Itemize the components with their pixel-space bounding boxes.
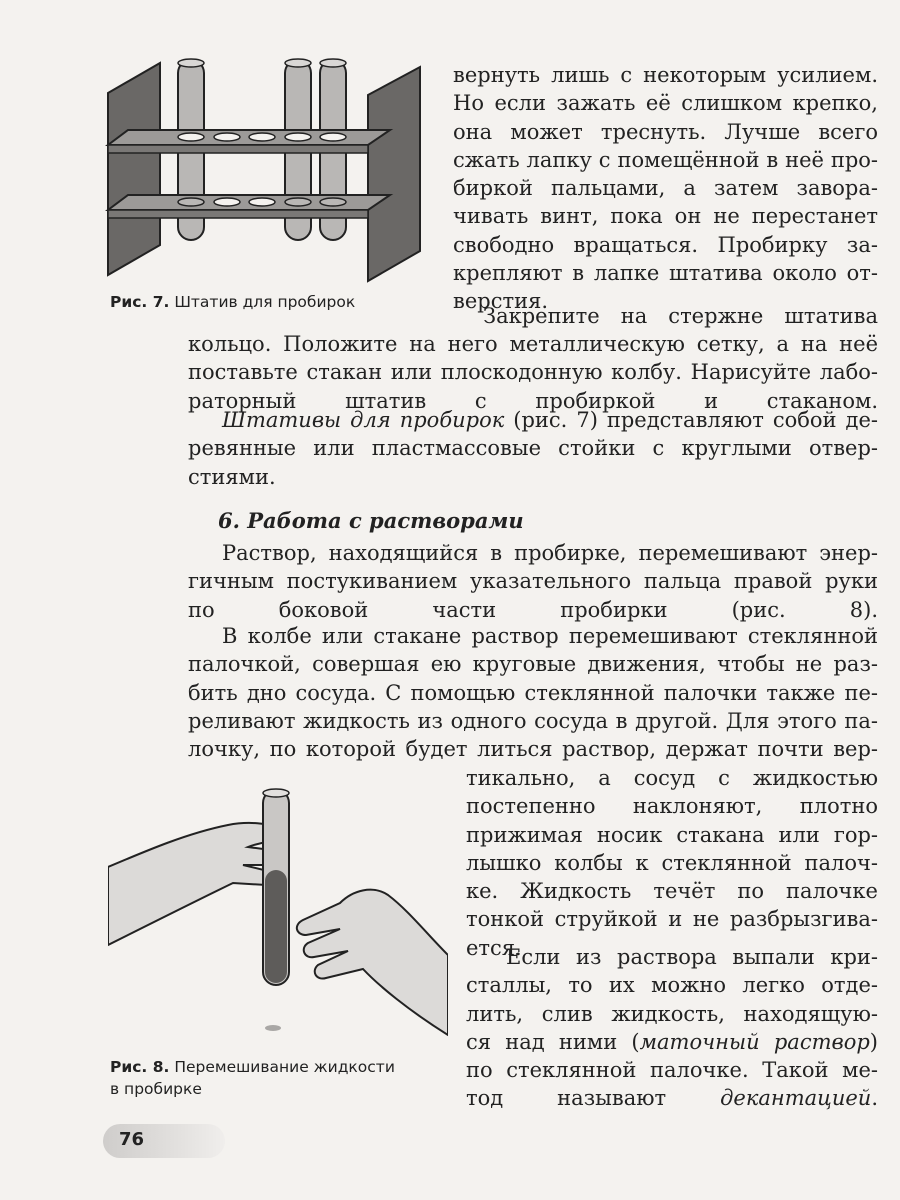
page-number: 76 <box>119 1129 145 1150</box>
text-line: гичным постукиванием указательного пальца правой руки <box>188 569 878 594</box>
text-fragment: тод называют <box>466 1086 721 1111</box>
text-line: Если из раствора выпали кри- <box>506 945 878 969</box>
text-line: вернуть лишь с некоторым усилием. <box>453 63 878 87</box>
text-line: тикально, а сосуд с жидкостью <box>466 766 878 790</box>
text-line: бить дно сосуда. С помощью стеклянной палочки также пе- <box>188 680 878 705</box>
text-line <box>188 406 878 434</box>
text-line: по боковой части пробирки (рис. 8). <box>188 597 878 622</box>
paragraph-2-first-line <box>483 302 878 330</box>
text-line: крепляют в лапке штатива около от- <box>453 261 878 286</box>
text-block-2 <box>466 764 878 962</box>
text-line: сжать лапку с помещённой в неё про- <box>453 147 878 172</box>
text-line: верстия. <box>453 289 548 314</box>
figure-8-caption-line-2: в пробирке <box>110 1080 202 1098</box>
text-line <box>466 1084 878 1112</box>
paragraph-3 <box>188 406 878 491</box>
italic-term: Штативы для пробирок <box>222 408 505 432</box>
text-line: ется. <box>466 935 522 960</box>
text-fragment: . <box>871 1086 878 1111</box>
figure-7-caption-text: Штатив для пробирок <box>174 293 356 311</box>
text-fragment: ) <box>869 1029 878 1054</box>
text-line: стиями. <box>188 464 276 489</box>
section-heading: 6. Работа с растворами <box>218 508 524 533</box>
text-line <box>466 1028 878 1056</box>
text-line: чивать винт, пока он не перестанет <box>453 204 878 229</box>
text-block-3 <box>466 943 878 1113</box>
italic-term: маточный раствор <box>639 1029 870 1054</box>
text-block-1 <box>453 61 878 316</box>
test-tube-rack-illustration <box>100 55 440 285</box>
paragraph-4 <box>188 539 878 624</box>
figure-7-label: Рис. 7. <box>110 293 170 311</box>
text-fragment: ся над ними ( <box>466 1029 640 1054</box>
figure-8-caption-line-1: Перемешивание жидкости <box>174 1058 395 1076</box>
text-line: свободно вращаться. Пробирку за- <box>453 232 878 257</box>
italic-term: декантацией <box>720 1086 872 1111</box>
text-fragment: (рис. 7) представляют собой де- <box>504 408 878 432</box>
text-line: реливают жидкость из одного сосуда в другой. Для этого па- <box>188 708 878 733</box>
text-line: раторный штатив с пробиркой и стаканом. <box>188 388 878 413</box>
text-line: кольцо. Положите на него металлическую сетку, а на неё <box>188 332 878 356</box>
hands-mixing-test-tube-illustration <box>108 785 448 1045</box>
text-line: сталлы, то их можно легко отде- <box>466 973 878 998</box>
text-line: Закрепите на стержне штатива <box>483 304 878 328</box>
text-line: ревянные или пластмассовые стойки с круглыми отвер- <box>188 436 878 461</box>
text-line: палочкой, совершая ею круговые движения, чтобы не раз- <box>188 652 878 677</box>
text-line: ке. Жидкость течёт по палочке <box>466 879 878 904</box>
figure-7-caption <box>110 291 355 313</box>
text-line: лочку, по которой будет литься раствор, держат почти вер- <box>188 737 878 762</box>
text-line: биркой пальцами, а затем завора- <box>453 176 878 201</box>
text-line: В колбе или стакане раствор перемешивают стеклянной <box>222 624 878 648</box>
text-line: лышко колбы к стеклянной палоч- <box>466 850 878 875</box>
text-line: Но если зажать её слишком крепко, <box>453 91 878 116</box>
text-line: прижимая носик стакана или гор- <box>466 822 878 847</box>
figure-8-label: Рис. 8. <box>110 1058 170 1076</box>
paragraph-5 <box>188 622 878 763</box>
paragraph-2 <box>188 330 878 415</box>
text-line: лить, слив жидкость, находящую- <box>466 1001 878 1026</box>
figure-8-caption <box>110 1056 395 1100</box>
text-line: поставьте стакан или плоскодонную колбу. Нарисуйте лабо- <box>188 360 878 385</box>
text-line: тонкой струйкой и не разбрызгива- <box>466 907 878 932</box>
text-line: по стеклянной палочке. Такой ме- <box>466 1058 878 1083</box>
text-line: постепенно наклоняют, плотно <box>466 794 878 819</box>
text-line: она может треснуть. Лучше всего <box>453 119 878 144</box>
text-line: Раствор, находящийся в пробирке, перемешивают энер- <box>222 541 878 565</box>
